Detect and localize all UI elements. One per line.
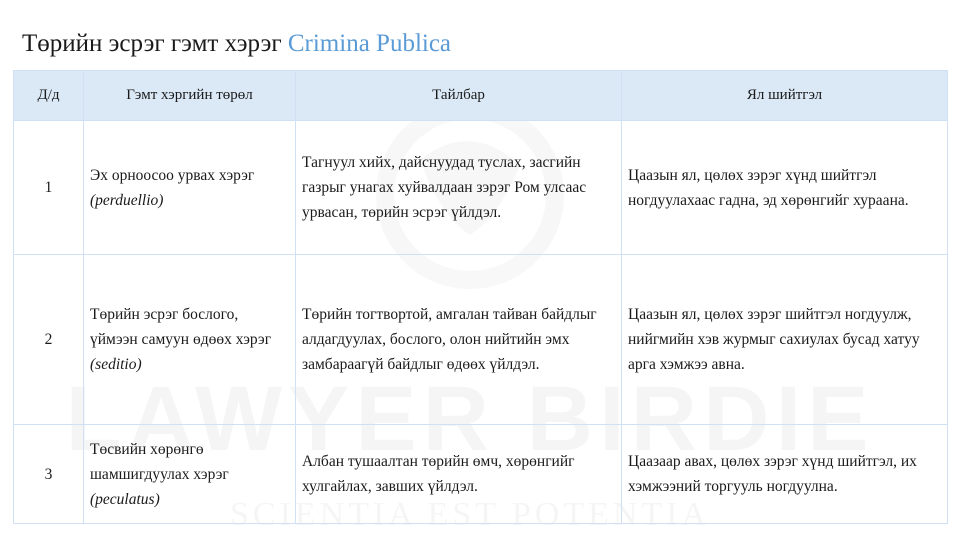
header-punishment: Ял шийтгэл bbox=[622, 71, 948, 121]
crimes-table bbox=[13, 70, 948, 524]
title-main: Төрийн эсрэг гэмт хэрэг bbox=[22, 30, 282, 57]
punishment-cell: Цаазын ял, цөлөх зэрэг хүнд шийтгэл ногдуулахаас гадна, эд хөрөнгийг хураана. bbox=[622, 121, 948, 255]
row-number: 3 bbox=[14, 425, 84, 524]
description-cell: Албан тушаалтан төрийн өмч, хөрөнгийг хулгайлах, завших үйлдэл. bbox=[296, 425, 622, 524]
row-number: 2 bbox=[14, 255, 84, 425]
header-number: Д/д bbox=[14, 71, 84, 121]
crime-latin-term: (perduellio) bbox=[90, 191, 164, 209]
punishment-cell: Цаазын ял, цөлөх зэрэг шийтгэл ногдуулж, нийгмийн хэв журмыг сахиулах бусад хатуу арга хэмжээ авна. bbox=[622, 255, 948, 425]
table-row bbox=[14, 121, 948, 255]
crime-type-cell bbox=[84, 425, 296, 524]
description-cell: Төрийн тогтвортой, амгалан тайван байдлыг алдагдуулах, бослого, олон нийтийн эмх замбараагүй байдлыг өдөөх үйлдэл. bbox=[296, 255, 622, 425]
title-latin: Crimina Publica bbox=[287, 30, 452, 57]
crime-latin-term: (seditio) bbox=[90, 356, 142, 373]
page-title bbox=[22, 28, 451, 60]
crime-type-cell bbox=[84, 121, 296, 255]
punishment-cell: Цаазаар авах, цөлөх зэрэг хүнд шийтгэл, их хэмжээний торгууль ногдуулна. bbox=[622, 425, 948, 524]
crime-type: Эх орноосоо урвах хэрэг bbox=[90, 166, 255, 184]
crime-latin-term: (peculatus) bbox=[90, 490, 160, 508]
header-description: Тайлбар bbox=[296, 71, 622, 121]
table-header-row bbox=[14, 71, 948, 121]
description-cell: Тагнуул хийх, дайснуудад туслах, засгийн газрыг унагах хуйвалдаан зэрэг Ром улсаас урвасан, төрийн эсрэг үйлдэл. bbox=[296, 121, 622, 255]
header-crime-type: Гэмт хэргийн төрөл bbox=[84, 71, 296, 121]
crime-type: Төсвийн хөрөнгө шамшигдуулах хэрэг bbox=[90, 440, 229, 483]
crime-type: Төрийн эсрэг бослого, үймээн самуун өдөөх хэрэг bbox=[90, 306, 272, 348]
table-row bbox=[14, 255, 948, 425]
table-row bbox=[14, 425, 948, 524]
crime-type-cell bbox=[84, 255, 296, 425]
row-number: 1 bbox=[14, 121, 84, 255]
